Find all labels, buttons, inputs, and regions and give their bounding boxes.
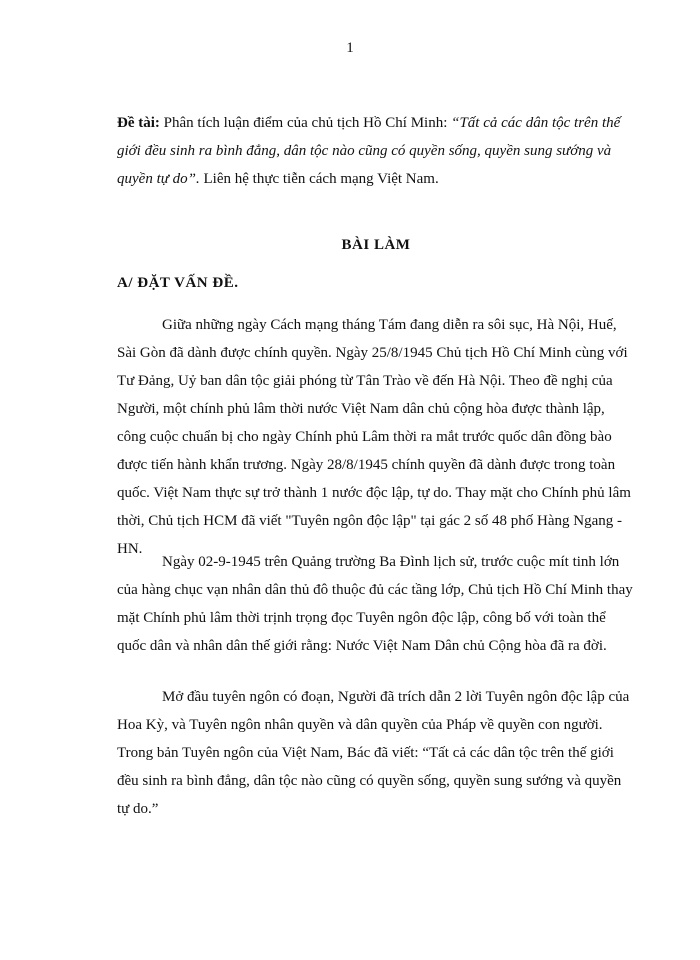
section-title: A/ ĐẶT VẤN ĐỀ. (117, 275, 239, 291)
paragraph-2: Ngày 02-9-1945 trên Quảng trường Ba Đình lịch sử, trước cuộc mít tinh lớn của hàng chục vạn nhân dân thủ đô thuộc đủ các tầng lớp, Chủ tịch Hồ Chí Minh thay mặt Chính phủ lâm thời trịnh trọng đọc Tuyên ngôn độc lập, công bố với toàn thể quốc dân và nhân dân thế giới rằng: Nước Việt Nam Dân chủ Cộng hòa đã ra đời. (117, 554, 633, 654)
topic-label: Đề tài: (117, 115, 160, 131)
topic-quote: “Tất cả các dân tộc trên thế giới đều sinh ra bình đẳng, dân tộc nào cũng có quyền sống, quyền sung sướng và quyền tự do”. (117, 115, 621, 187)
paragraph-3: Mở đầu tuyên ngôn có đoạn, Người đã trích dẫn 2 lời Tuyên ngôn độc lập của Hoa Kỳ, và Tuyên ngôn nhân quyền và dân quyền của Pháp về quyền con người. Trong bản Tuyên ngôn của Việt Nam, Bác đã viết: “Tất cả các dân tộc trên thế giới đều sinh ra bình đẳng, dân tộc nào cũng có quyền sống, quyền sung sướng và quyền tự do.” (117, 689, 630, 817)
topic-statement (117, 109, 637, 193)
topic-tail: Liên hệ thực tiễn cách mạng Việt Nam. (199, 171, 439, 187)
topic-intro: Phân tích luận điểm của chủ tịch Hồ Chí Minh: (159, 115, 452, 131)
page-number: 1 (346, 40, 354, 56)
paragraph-1: Giữa những ngày Cách mạng tháng Tám đang diễn ra sôi sục, Hà Nội, Huế, Sài Gòn đã dành được chính quyền. Ngày 25/8/1945 Chủ tịch Hồ Chí Minh cùng với Tư Đảng, Uỷ ban dân tộc giải phóng từ Tân Trào về đến Hà Nội. Theo đề nghị của Người, một chính phủ lâm thời nước Việt Nam dân chủ cộng hòa được thành lập, công cuộc chuẩn bị cho ngày Chính phủ Lâm thời ra mắt trước quốc dân đồng bào được tiến hành khẩn trương. Ngày 28/8/1945 chính quyền đã dành được trong toàn quốc. Việt Nam thực sự trở thành 1 nước độc lập, tự do. Thay mặt cho Chính phủ lâm thời, Chủ tịch HCM đã viết "Tuyên ngôn độc lập" tại gác 2 số 48 phố Hàng Ngang - HN. (117, 317, 631, 557)
essay-heading: BÀI LÀM (341, 237, 411, 253)
